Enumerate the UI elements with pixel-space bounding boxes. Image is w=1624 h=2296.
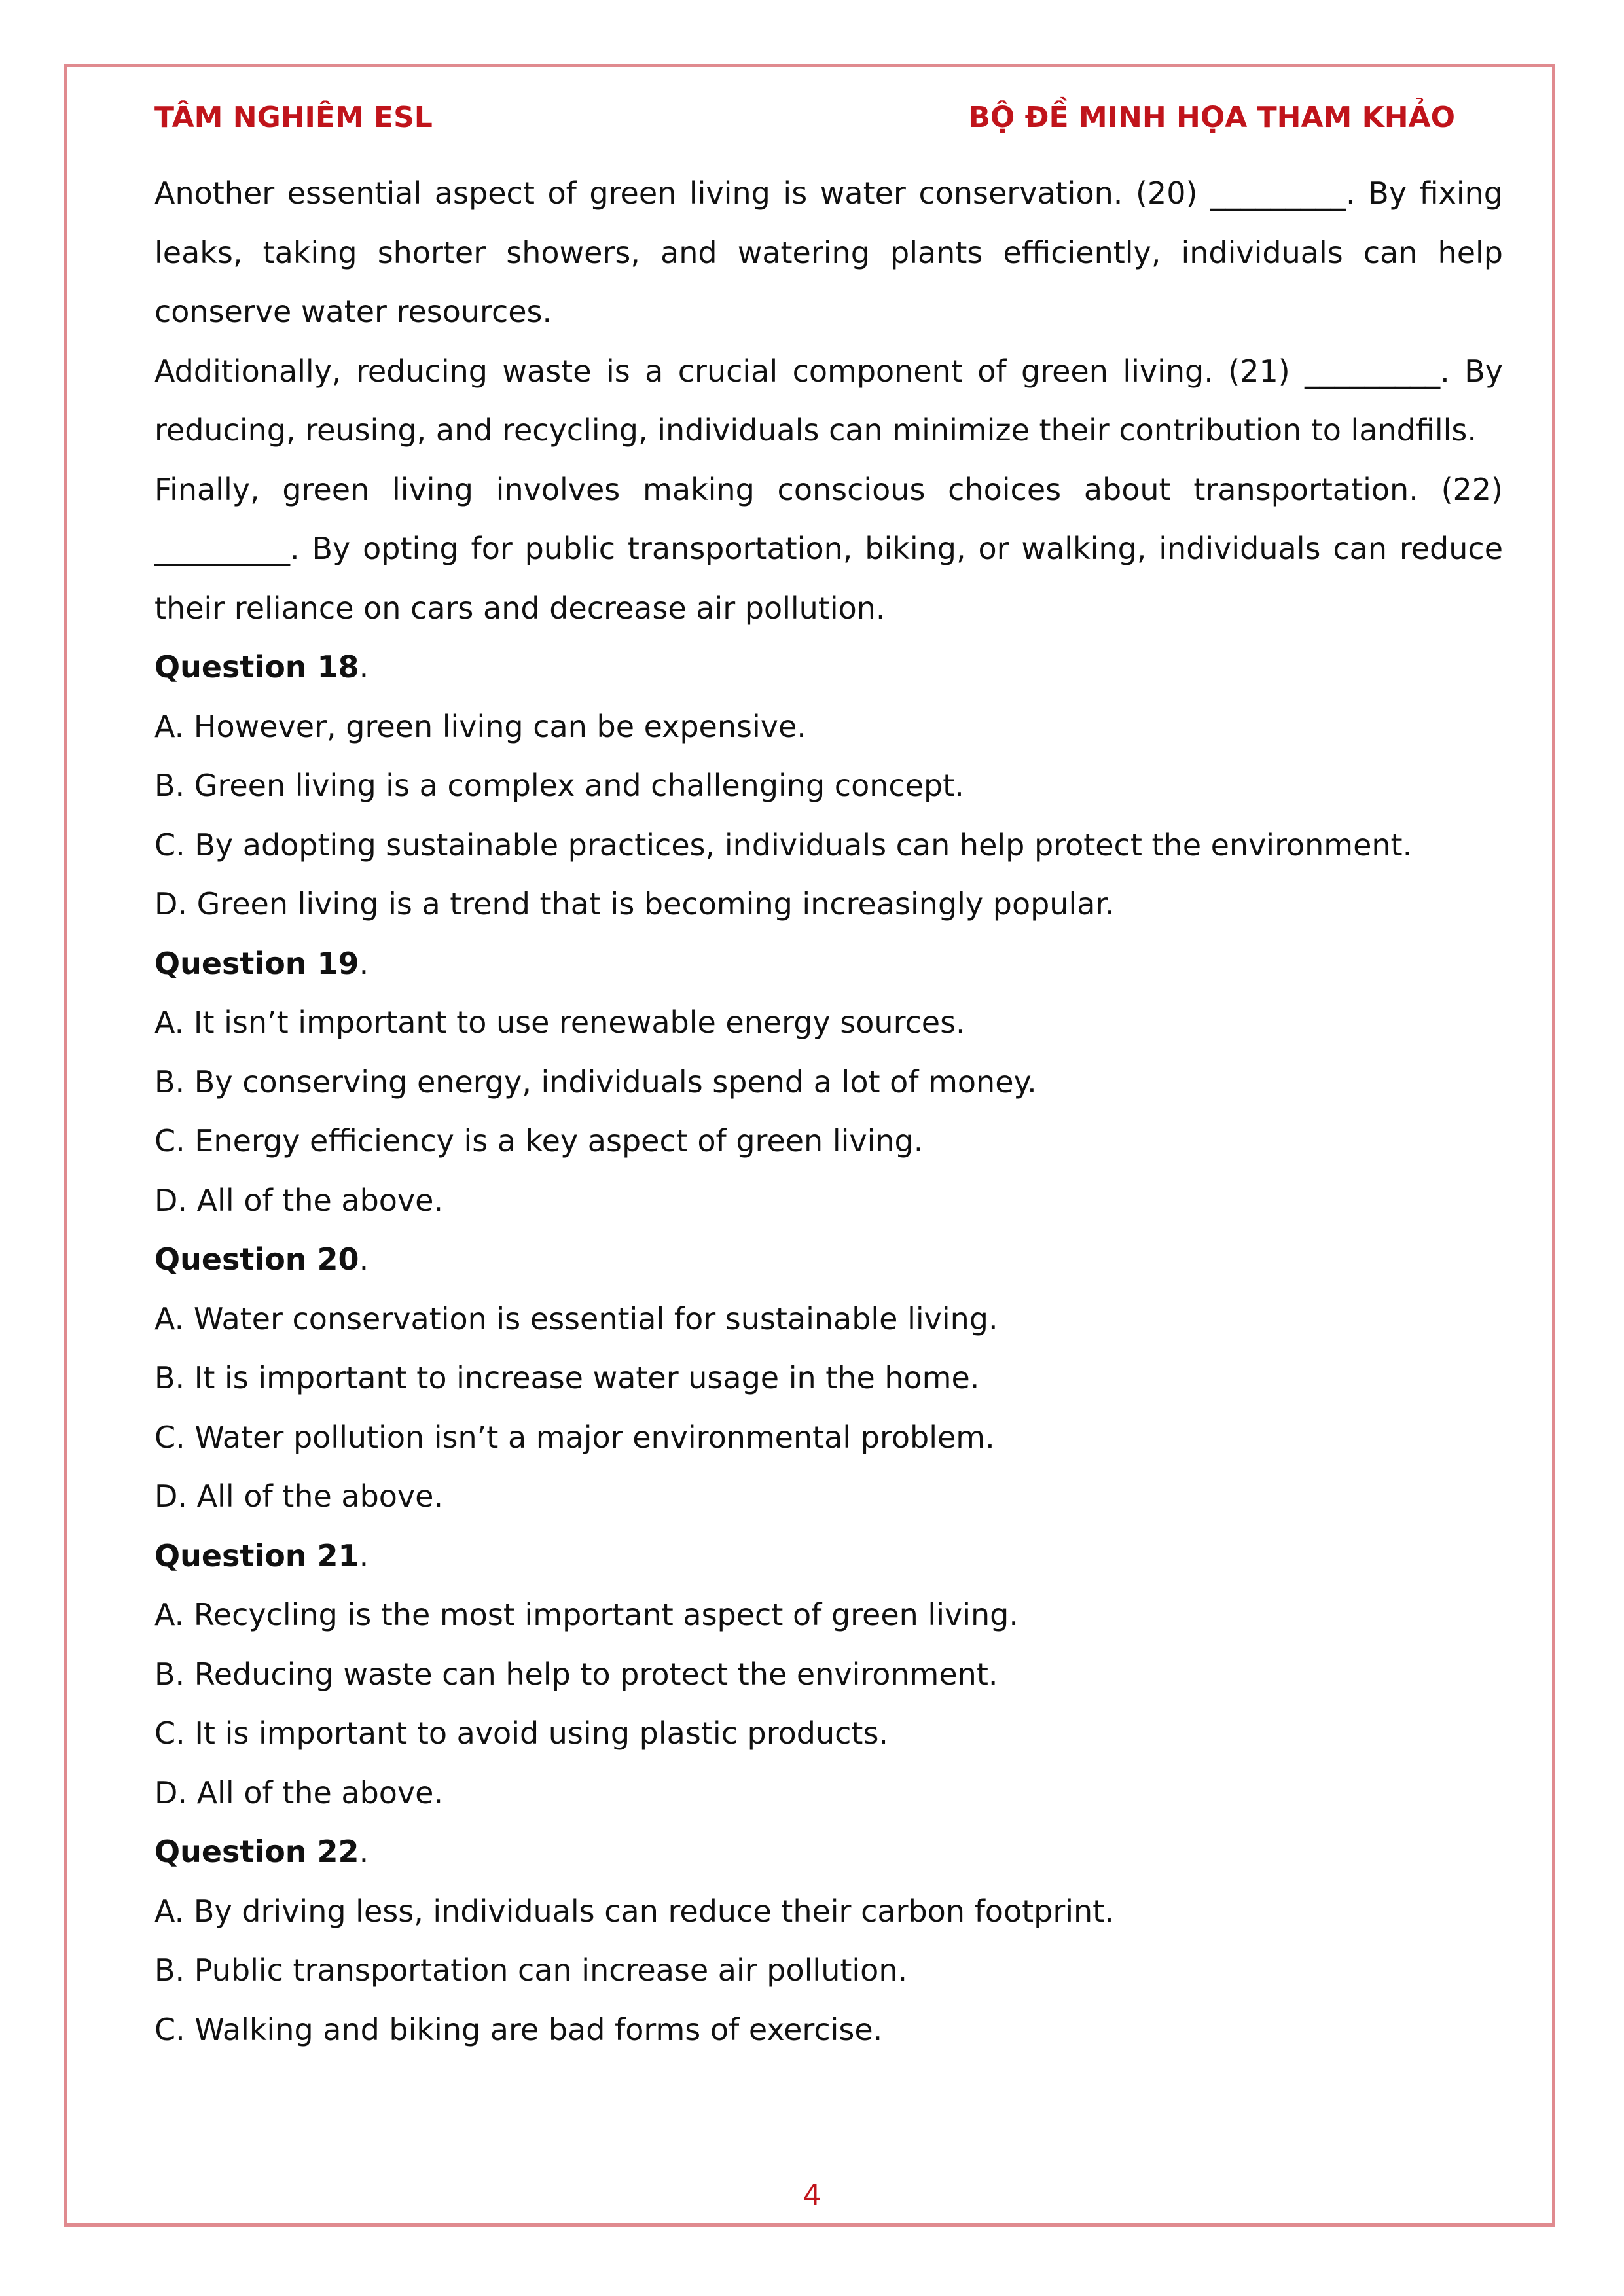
- option-d: D. All of the above.: [154, 1479, 444, 1514]
- option-a: A. By driving less, individuals can reduce their carbon footprint.: [154, 1893, 1114, 1929]
- option-c: C. Water pollution isn’t a major environmental problem.: [154, 1419, 995, 1455]
- option-d: D. All of the above.: [154, 1774, 444, 1810]
- option-b: B. By conserving energy, individuals spend a lot of money.: [154, 1064, 1037, 1100]
- passage-paragraph-3: Finally, green living involves making conscious choices about transportation. (22) _________. By opting for public transportation, biking, or walking, individuals can reduce their reliance on cars and decrease air pollution.: [154, 471, 1503, 626]
- option-b: B. It is important to increase water usage in the home.: [154, 1360, 980, 1395]
- header-right-title: BỘ ĐỀ MINH HỌA THAM KHẢO: [968, 101, 1455, 134]
- option-b: B. Green living is a complex and challenging concept.: [154, 768, 964, 803]
- passage-paragraph-1: Another essential aspect of green living is water conservation. (20) _________. By fixing leaks, taking shorter showers, and watering plants efficiently, individuals can help conserve water resources.: [154, 175, 1503, 329]
- question-18: [154, 637, 1503, 934]
- question-22: [154, 1822, 1503, 2059]
- question-21: [154, 1526, 1503, 1823]
- page-header: [154, 98, 1507, 137]
- option-c: C. Walking and biking are bad forms of exercise.: [154, 2011, 883, 2047]
- page-content: [154, 164, 1503, 2059]
- question-20: [154, 1230, 1503, 1526]
- question-title: Question 18.: [154, 649, 369, 685]
- question-title: Question 21.: [154, 1537, 369, 1573]
- question-19: [154, 934, 1503, 1230]
- option-a: A. However, green living can be expensive.: [154, 708, 806, 744]
- question-title: Question 20.: [154, 1242, 369, 1277]
- option-d: D. All of the above.: [154, 1182, 444, 1218]
- header-left-title: TÂM NGHIÊM ESL: [154, 101, 433, 134]
- option-b: B. Reducing waste can help to protect the environment.: [154, 1656, 998, 1692]
- passage-paragraph-2: Additionally, reducing waste is a crucial component of green living. (21) _________. By reducing, reusing, and recycling, individuals can minimize their contribution to landfills.: [154, 353, 1503, 448]
- option-d: D. Green living is a trend that is becoming increasingly popular.: [154, 886, 1115, 922]
- option-c: C. Energy efficiency is a key aspect of green living.: [154, 1123, 924, 1158]
- option-a: A. It isn’t important to use renewable energy sources.: [154, 1005, 965, 1040]
- question-title: Question 22.: [154, 1834, 369, 1869]
- option-a: A. Water conservation is essential for sustainable living.: [154, 1300, 998, 1336]
- option-c: C. It is important to avoid using plastic products.: [154, 1715, 889, 1751]
- question-title: Question 19.: [154, 945, 369, 981]
- option-b: B. Public transportation can increase air pollution.: [154, 1952, 908, 1988]
- page-number: 4: [803, 2179, 821, 2212]
- option-c: C. By adopting sustainable practices, individuals can help protect the environment.: [154, 827, 1413, 863]
- option-a: A. Recycling is the most important aspect of green living.: [154, 1597, 1019, 1632]
